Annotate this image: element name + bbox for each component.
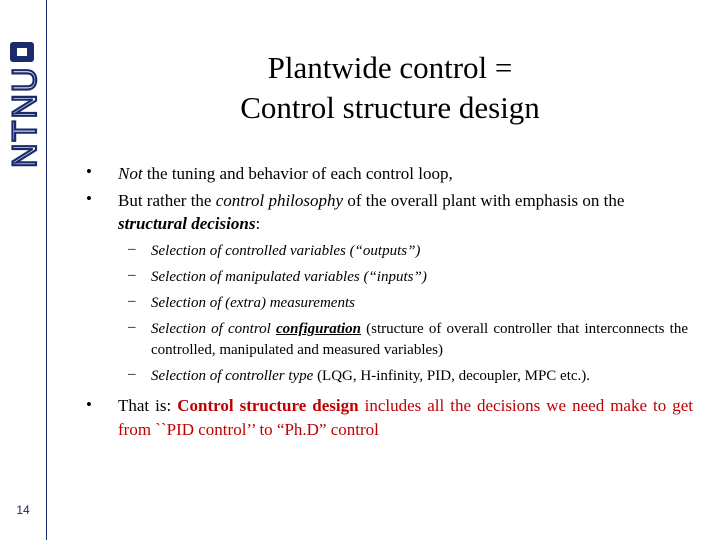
page-number: 14 [16, 503, 30, 517]
bullet-marker: • [86, 395, 92, 414]
bullet-1-rest: the tuning and behavior of each control loop, [142, 164, 453, 183]
dash-marker: – [128, 366, 136, 382]
sub-item-4 [151, 319, 688, 361]
final-post: includes all the decisions we need make to get from ``PID control’’ to “Ph.D” control [118, 396, 693, 439]
bullet-2-mid: of the overall plant with emphasis on the [343, 191, 625, 210]
dash-marker: – [128, 319, 136, 335]
final-pre: That is: [118, 396, 178, 415]
sub-item-3: Selection of (extra) measurements [151, 295, 355, 311]
dash-marker: – [128, 241, 136, 257]
bullet-2-emph: control philosophy [215, 191, 344, 210]
bullet-1-emph: Not [118, 164, 143, 183]
sub-item-4-strong: configuration [275, 321, 361, 337]
bullet-marker: • [86, 189, 92, 208]
bullet-2-strong: structural decisions [118, 214, 256, 233]
bullet-1-text [118, 162, 688, 185]
sub-item-5 [151, 366, 688, 387]
sub-item-4-pre: Selection of control [151, 321, 276, 337]
bullet-marker: • [86, 162, 92, 181]
dash-marker: – [128, 293, 136, 309]
bullet-2-post: : [255, 214, 261, 233]
sub-item-1: Selection of controlled variables (“outputs”) [151, 243, 421, 259]
final-bullet-text [118, 394, 693, 442]
sub-item-5-emph: Selection of controller type [151, 368, 314, 384]
sub-item-2: Selection of manipulated variables (“inputs”) [151, 269, 427, 285]
final-strong: Control structure design [177, 396, 359, 415]
sub-item-4-post: (structure of overall controller that interconnects the controlled, manipulated and measured variables) [151, 321, 688, 358]
bullet-2-text [118, 189, 688, 235]
svg-text:NTNU: NTNU [6, 65, 44, 168]
bullet-2-pre: But rather the [118, 191, 216, 210]
sub-item-5-post: (LQG, H-infinity, PID, decoupler, MPC etc.). [313, 368, 591, 384]
dash-marker: – [128, 267, 136, 283]
title-line-1: Plantwide control = [267, 50, 513, 85]
title-line-2: Control structure design [240, 90, 540, 125]
